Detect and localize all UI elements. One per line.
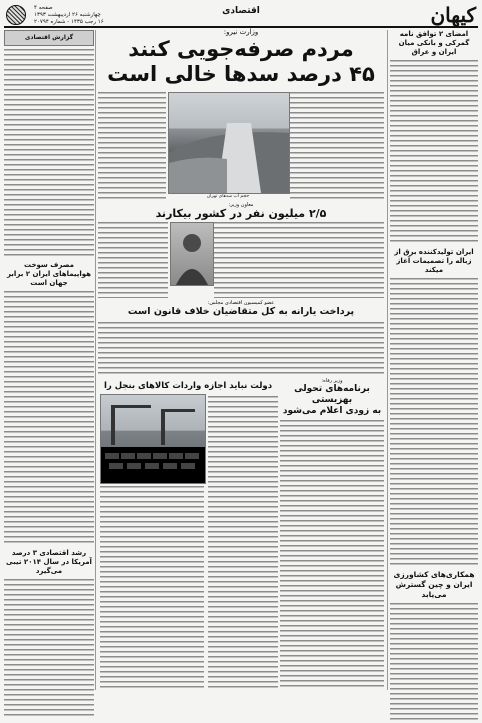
left-box-label: گزارش اقتصادی [4,30,94,46]
article-text [4,49,94,257]
unemployment-headline-block [98,202,384,220]
right-mid-headline: ایران تولیدکننده برق از زباله را تصمیمات آغاز میکند [394,248,474,274]
subsidy-kicker: عضو کمیسیون اقتصادی مجلس: [207,300,275,306]
left-column [4,30,94,690]
person-icon [171,223,213,285]
left-headline-2: رشد اقتصادی ۳ درصد آمریکا در سال ۲۰۱۴ تیبی می‌گیرد [6,549,92,575]
page-number: صفحه ۴ [34,5,53,11]
right-bottom-headline: همکاری‌های کشاورزی ایران و چین گسترش می‌یابد [393,570,475,599]
article-text [98,92,166,200]
main-headline-1: مردم صرفه‌جویی کنند [128,37,354,61]
subsidy-headline-block [98,300,384,320]
issue-info [34,5,104,26]
article-text [390,278,478,566]
section-title: اقتصادی [222,6,260,16]
main-headline-2: ۴۵ درصد سدها خالی است [107,62,375,86]
reform-headline-block [280,378,384,416]
reform-kicker: وزیر رفاه: [321,378,343,384]
article-text [208,396,278,690]
masthead [4,4,478,28]
column-divider [387,30,388,690]
right-column [390,30,478,690]
issue-date: چهارشنبه ۲۶ اردیبهشت ۱۳۹۳ [34,12,101,18]
article-text [4,291,94,545]
left-headline-1: مصرف سوخت هواپیماهای ایران ۲ برابر جهان است [6,261,92,287]
article-text [98,322,384,376]
import-headline: دولت نباید اجازه واردات کالاهای بنجل را [103,381,273,391]
subsidy-headline: پرداخت یارانه به کل متقاضیان خلاف قانون است [127,306,355,317]
article-text [390,603,478,723]
dam-illustration-icon [169,93,289,193]
newspaper-logo: کیهان [430,3,476,27]
column-divider [95,30,96,690]
unemployment-headline: ۲/۵ میلیون نفر در کشور بیکارند [155,207,327,220]
emblem-icon [6,5,26,25]
reform-headline-1: برنامه‌های تحولی بهزیستی [294,384,370,405]
article-text [100,486,204,690]
crane-illustration-icon [101,395,205,483]
right-top-headline: امضای ۲ توافق نامه گمرکی و بانکی میان ایران و عراق [398,30,470,56]
article-text [290,92,384,200]
port-containers-photo [100,394,206,484]
article-text [214,222,384,298]
photo-caption: حجم آب سدهای تهران [206,194,250,199]
unemployment-kicker: معاون وزیر: [228,202,254,208]
dam-photo [168,92,290,194]
issue-number: ۱۶ رجب ۱۴۳۵ - شماره ۲۰۷۹۴ [34,19,104,25]
article-text [98,222,168,298]
article-text [280,420,384,690]
reform-headline-2: به زودی اعلام می‌شود [282,406,382,416]
main-kicker: وزارت نیرو: [223,28,259,36]
article-text [4,579,94,719]
official-portrait-photo [170,222,214,286]
main-headline-block [96,28,386,90]
article-text [390,60,478,244]
